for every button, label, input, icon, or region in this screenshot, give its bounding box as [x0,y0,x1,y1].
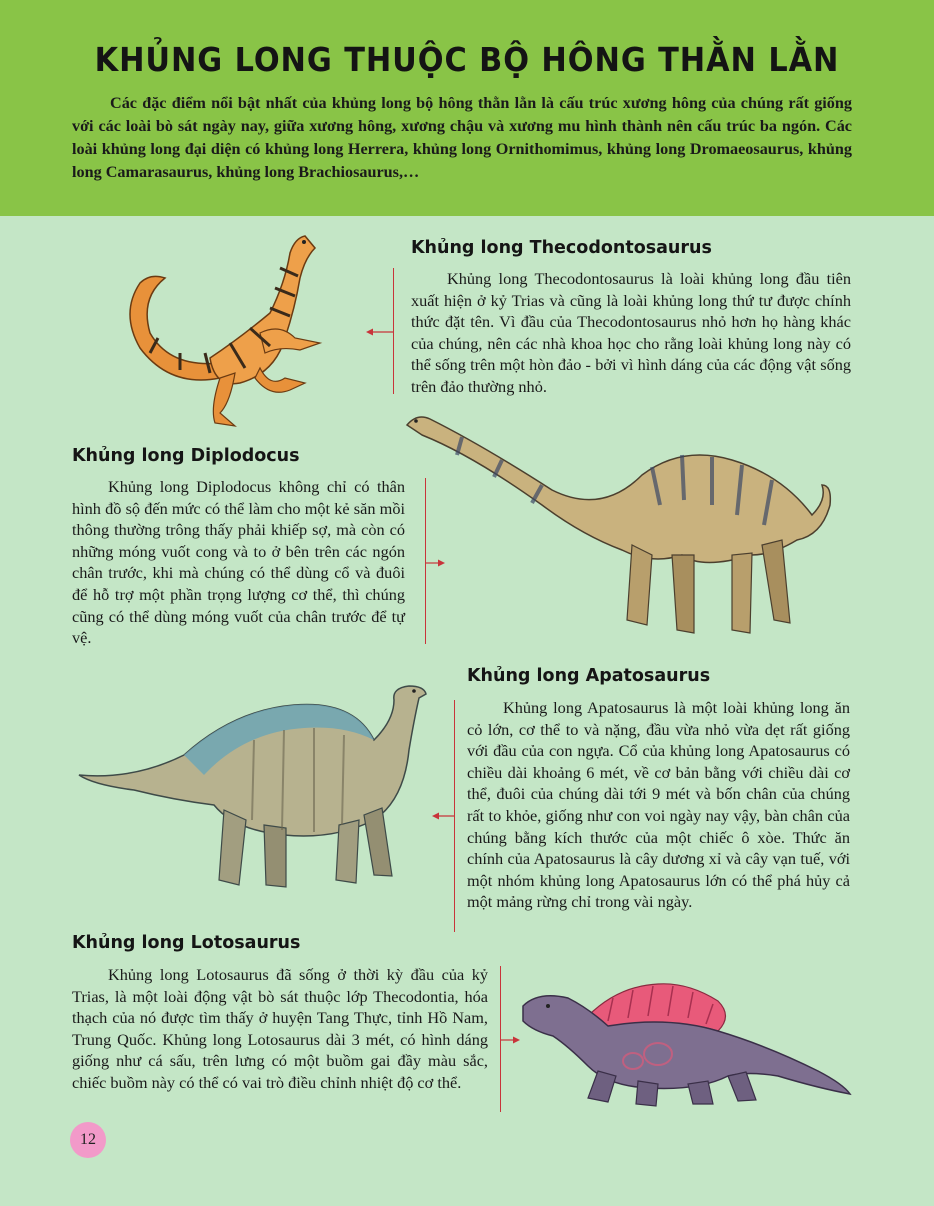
diplodocus-illustration [402,405,834,645]
section-heading-thecodontosaurus: Khủng long Thecodontosaurus [411,238,712,258]
section-text-apatosaurus: Khủng long Apatosaurus là một loài khủng long ăn cỏ lớn, cơ thể to và nặng, đầu vừa nhỏ vừa dẹt rất giống với đầu của con ngựa. Cổ của khủng long Apatosaurus có chiều dài khoảng 6 mét, về cơ bản bằng với chiều dài cơ thể, đuôi của chúng dài tới 9 mét và bốn chân của chúng rất to khỏe, giống như con voi ngày nay vậy, bàn chân của chúng bằng kích thước của một chiếc ô xòe. Thức ăn chính của Apatosaurus là cây dương xỉ và cây vạn tuế, với một nhóm khủng long Apatosaurus lớn có thể phá hủy cả một mảng rừng chỉ trong vài ngày. [467,698,850,912]
arrow-left-icon [366,326,396,338]
section-heading-apatosaurus: Khủng long Apatosaurus [467,666,711,686]
divider-line [393,268,394,394]
section-heading-lotosaurus: Khủng long Lotosaurus [72,933,301,953]
divider-line [454,700,455,932]
thecodontosaurus-illustration [110,228,350,433]
intro-paragraph: Các đặc điểm nổi bật nhất của khủng long bộ hông thằn lằn là cấu trúc xương hông của chúng rất giống với các loài bò sát ngày nay, giữa xương hông, xương chậu và xương mu hình thành nên cấu trúc ba ngón. Các loài khủng long đại diện có khủng long Herrera, khủng long Ornithomimus, khủng long Dromaeosaurus, khủng long Camarasaurus, khủng long Brachiosaurus,… [72,94,852,181]
header-banner [0,0,934,216]
section-text-lotosaurus: Khủng long Lotosaurus đã sống ở thời kỳ đầu của kỷ Trias, là một loài động vật bò sát thuộc lớp Thecodontia, hóa thạch của nó được tìm thấy ở huyện Tang Thực, tỉnh Hồ Nam, Trung Quốc. Khủng long Lotosaurus dài 3 mét, có hình dáng giống như cá sấu, trên lưng có một buồm gai đầy màu sắc, chiếc buồm này có thể có vai trò điều chỉnh nhiệt độ cơ thể. [72,965,488,1092]
lotosaurus-illustration [518,976,854,1111]
apatosaurus-illustration [74,680,436,895]
arrow-left-icon [432,810,456,822]
section-text-diplodocus: Khủng long Diplodocus không chỉ có thân hình đồ sộ đến mức có thể làm cho một kẻ săn mồi thông thường trông thấy phải khiếp sợ, mà còn có những móng vuốt cong và to ở bên trên các ngón chân trước, khi mà chúng có thể dùng cổ và đuôi để hỗ trợ một phần trọng lượng cơ thể, thì chúng cũng có thể dùng móng vuốt của chân trước để tự vệ. [72,477,405,648]
section-text-thecodontosaurus: Khủng long Thecodontosaurus là loài khủng long đầu tiên xuất hiện ở kỷ Trias và cũng là loài khủng long thứ tư được chính thức đặt tên. Vì đầu của Thecodontosaurus nhỏ hơn họ hàng khác của chúng, nên các nhà khoa học cho rằng loài khủng long này có thể sống trên một hòn đảo - bởi vì hình dáng của các động vật sống trên đảo thường nhỏ. [411,269,851,396]
page-title: KHỦNG LONG THUỘC BỘ HÔNG THẰN LẰN [94,40,840,79]
page-number: 12 [70,1122,106,1158]
section-heading-diplodocus: Khủng long Diplodocus [72,446,300,466]
